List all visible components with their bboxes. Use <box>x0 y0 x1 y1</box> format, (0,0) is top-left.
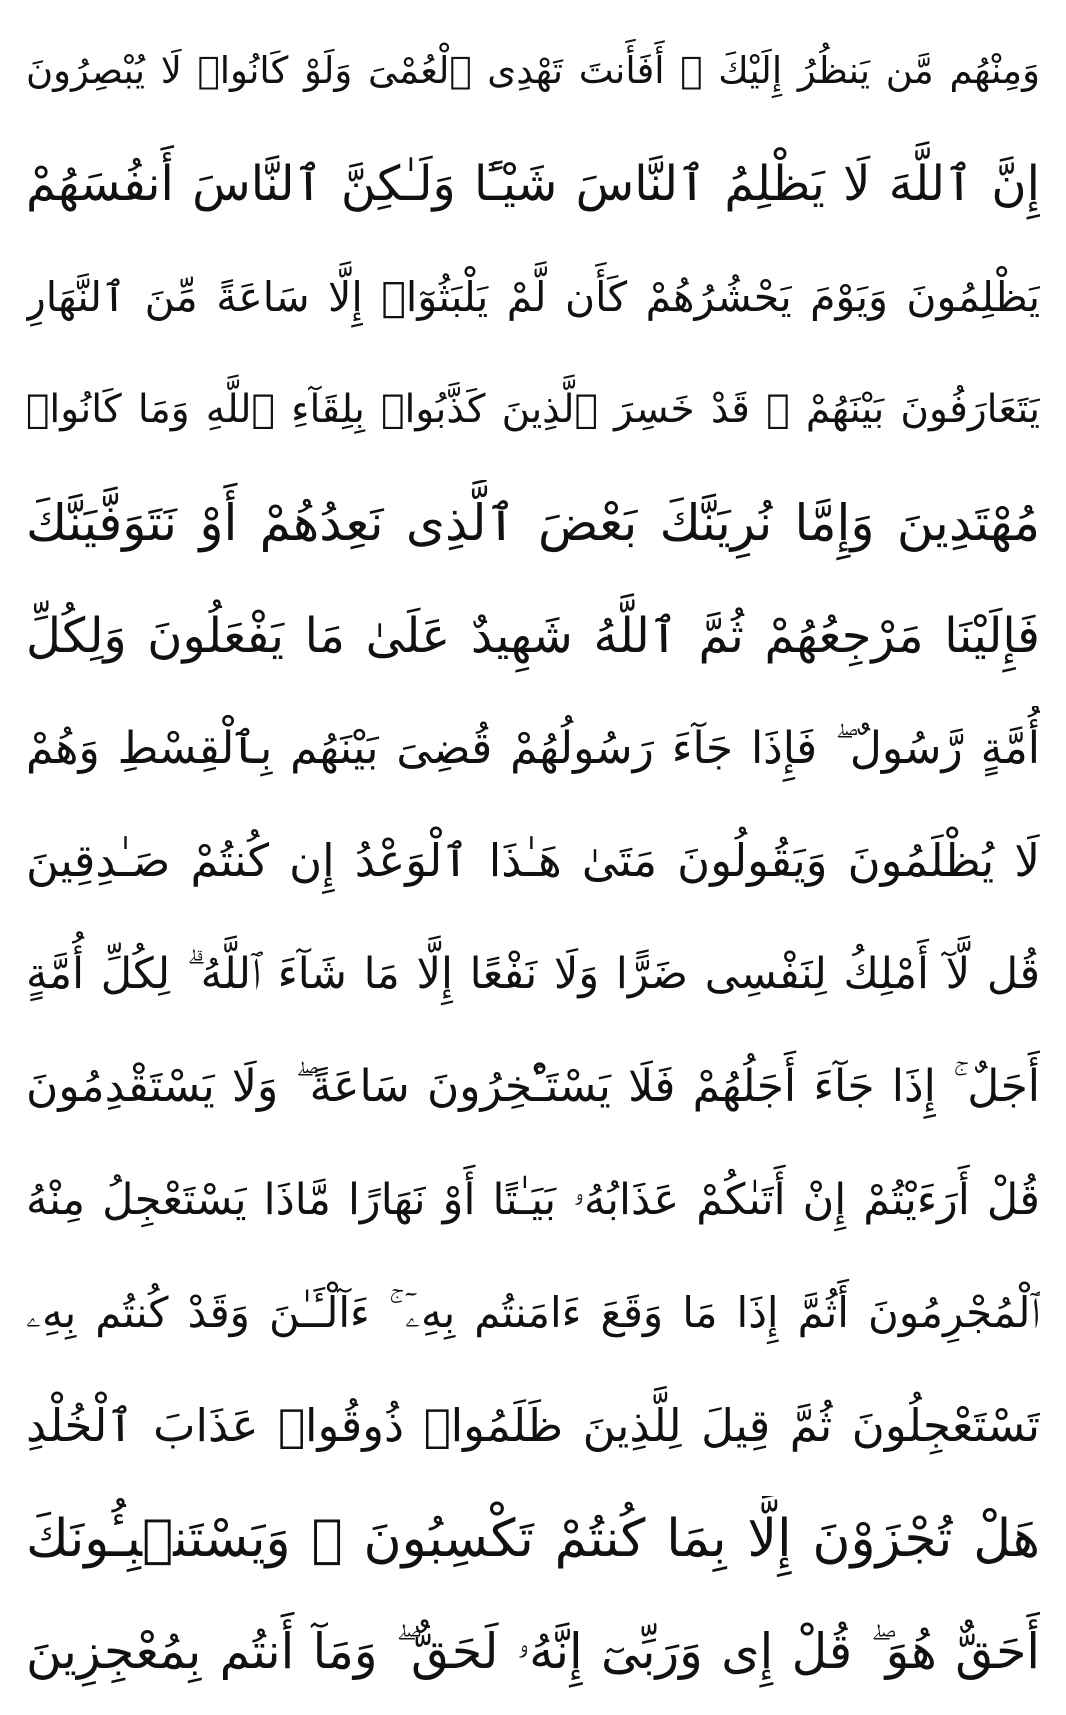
text-line-14: هَلْ تُجْزَوْنَ إِلَّا بِمَا كُنتُمْ تَكْسِبُونَ ۞ وَيَسْتَنۢبِـُٔونَكَ <box>26 1508 1040 1569</box>
text-line-11: قُلْ أَرَءَيْتُمْ إِنْ أَتَىٰكُمْ عَذَابُهُۥ بَيَـٰتًا أَوْ نَهَارًا مَّاذَا يَسْتَعْجِلُ مِنْهُ <box>26 1175 1040 1226</box>
text-line-1: وَمِنْهُم مَّن يَنظُرُ إِلَيْكَ ۚ أَفَأَنتَ تَهْدِى ٱلْعُمْىَ وَلَوْ كَانُوا۟ لَا يُبْصِرُونَ <box>26 49 1040 92</box>
text-line-3: يَظْلِمُونَ وَيَوْمَ يَحْشُرُهُمْ كَأَن لَّمْ يَلْبَثُوٓا۟ إِلَّا سَاعَةً مِّنَ ٱلنَّهَارِ <box>26 272 1040 321</box>
text-line-15: أَحَقٌّ هُوَ ۖ قُلْ إِى وَرَبِّىٓ إِنَّهُۥ لَحَقٌّ ۖ وَمَآ أَنتُم بِمُعْجِزِينَ <box>26 1622 1040 1680</box>
text-line-6: فَإِلَيْنَا مَرْجِعُهُمْ ثُمَّ ٱللَّهُ شَهِيدٌ عَلَىٰ مَا يَفْعَلُونَ وَلِكُلِّ <box>26 607 1040 664</box>
text-line-9: قُل لَّآ أَمْلِكُ لِنَفْسِى ضَرًّا وَلَا نَفْعًا إِلَّا مَا شَآءَ ٱللَّهُ ۗ لِكُلِّ أُمَّةٍ <box>26 949 1040 1000</box>
text-line-10: أَجَلٌ ۚ إِذَا جَآءَ أَجَلُهُمْ فَلَا يَسْتَـْٔخِرُونَ سَاعَةً ۖ وَلَا يَسْتَقْدِمُونَ <box>26 1061 1040 1113</box>
quran-text-block <box>26 28 1040 1695</box>
text-line-7: أُمَّةٍ رَّسُولٌ ۖ فَإِذَا جَآءَ رَسُولُهُمْ قُضِىَ بَيْنَهُم بِٱلْقِسْطِ وَهُمْ <box>26 722 1040 774</box>
text-line-8: لَا يُظْلَمُونَ وَيَقُولُونَ مَتَىٰ هَـٰذَا ٱلْوَعْدُ إِن كُنتُمْ صَـٰدِقِينَ <box>26 834 1040 888</box>
text-line-12: ٱلْمُجْرِمُونَ أَثُمَّ إِذَا مَا وَقَعَ ءَامَنتُم بِهِۦٓ ۚ ءَآلْـَٔـٰنَ وَقَدْ كُنتُم بِهِۦ <box>26 1288 1040 1338</box>
text-line-13: تَسْتَعْجِلُونَ ثُمَّ قِيلَ لِلَّذِينَ ظَلَمُوا۟ ذُوقُوا۟ عَذَابَ ٱلْخُلْدِ <box>26 1399 1040 1453</box>
text-line-5: مُهْتَدِينَ وَإِمَّا نُرِيَنَّكَ بَعْضَ ٱلَّذِى نَعِدُهُمْ أَوْ نَتَوَفَّيَنَّكَ <box>26 493 1040 552</box>
text-line-4: يَتَعَارَفُونَ بَيْنَهُمْ ۚ قَدْ خَسِرَ ٱلَّذِينَ كَذَّبُوا۟ بِلِقَآءِ ٱللَّهِ وَمَا كَانُوا۟ <box>26 386 1040 432</box>
text-line-2: إِنَّ ٱللَّهَ لَا يَظْلِمُ ٱلنَّاسَ شَيْـًٔا وَلَـٰكِنَّ ٱلنَّاسَ أَنفُسَهُمْ <box>26 155 1040 212</box>
